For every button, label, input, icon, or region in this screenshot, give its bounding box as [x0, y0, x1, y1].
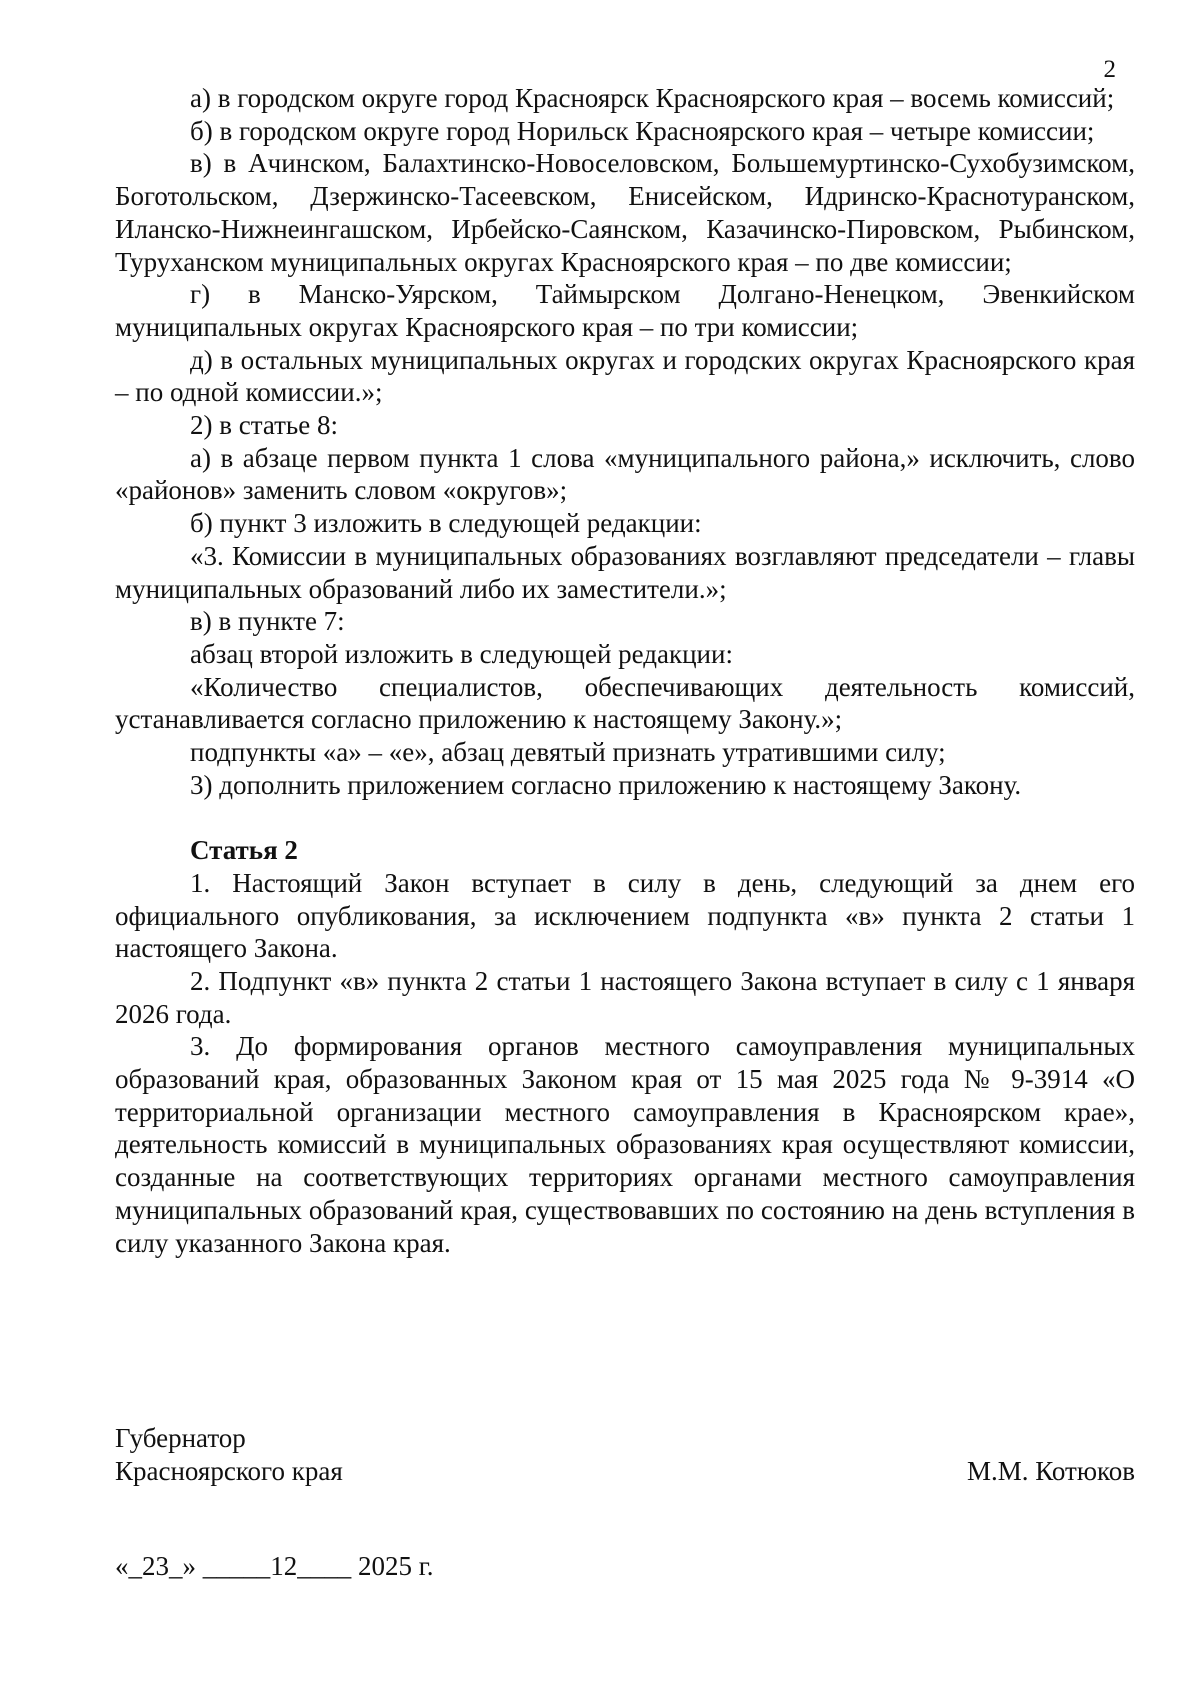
signatory-name: М.М. Котюков [966, 1455, 1135, 1486]
article-paragraph: 2. Подпункт «в» пункта 2 статьи 1 настоящего Закона вступает в силу с 1 января 2026 года. [115, 965, 1135, 1029]
paragraph: 3) дополнить приложением согласно приложению к настоящему Закону. [190, 769, 1022, 800]
paragraph: а) в городском округе город Красноярск Красноярского края – восемь комиссий; [190, 83, 1115, 113]
paragraph: подпункты «а» – «е», абзац девятый признать утратившими силу; [190, 737, 946, 768]
paragraph: «Количество специалистов, обеспечивающих деятельность комиссий, устанавливается согласно приложению к настоящему Закону.»; [115, 671, 1135, 735]
paragraph: 2) в статье 8: [190, 410, 338, 441]
article-paragraph: 3. До формирования органов местного самоуправления муниципальных образований края, образованных Законом края от 15 мая 2025 года № 9-3914 «О территориальной организации местного самоуправления в Красноярском крае», деятельность комиссий в муниципальных образованиях края осуществляют комиссии, созданные на соответствующих территориях органами местного самоуправления муниципальных образований края, существовавших по состоянию на день вступления в силу указанного Закона края. [115, 1031, 1135, 1258]
paragraph: «3. Комиссии в муниципальных образованиях возглавляют председатели – главы муниципальных образований либо их заместители.»; [115, 540, 1135, 604]
page-number: 2 [1103, 56, 1116, 83]
signatory-region: Красноярского края [115, 1455, 343, 1486]
signature-line [115, 1455, 1135, 1488]
paragraph: а) в абзаце первом пункта 1 слова «муниципального района,» исключить, слово «районов» заменить словом «округов»; [115, 442, 1135, 506]
signature-block [115, 1422, 1135, 1487]
article-heading: Статья 2 [190, 835, 298, 866]
document-body [115, 82, 1135, 1259]
paragraph: б) в городском округе город Норильск Красноярского края – четыре комиссии; [190, 115, 1095, 146]
paragraph: г) в Манско-Уярском, Таймырском Долгано-Ненецком, Эвенкийском муниципальных округах Красноярского края – по три комиссии; [115, 279, 1135, 342]
paragraph: д) в остальных муниципальных округах и городских округах Красноярского края – по одной комиссии.»; [115, 344, 1135, 408]
article-paragraph: 1. Настоящий Закон вступает в силу в день, следующий за днем его официального опубликования, за исключением подпункта «в» пункта 2 статьи 1 настоящего Закона. [115, 867, 1135, 964]
paragraph: в) в пункте 7: [190, 606, 345, 637]
paragraph: в) в Ачинском, Балахтинско-Новоселовском, Большемуртинско-Сухобузимском, Боготольском, Дзержинско-Тасеевском, Енисейском, Идринско-Краснотуранском, Иланско-Нижнеингашском, Ирбейско-Саянском, Казачинско-Пировском, Рыбинском, Туруханском муниципальных округах Красноярского края – по две комиссии; [115, 148, 1135, 277]
signatory-title: Губернатор [115, 1423, 246, 1453]
paragraph: абзац второй изложить в следующей редакции: [190, 638, 733, 669]
signing-date: «_23_» _____12____ 2025 г. [115, 1551, 434, 1581]
paragraph: б) пункт 3 изложить в следующей редакции: [190, 508, 702, 539]
